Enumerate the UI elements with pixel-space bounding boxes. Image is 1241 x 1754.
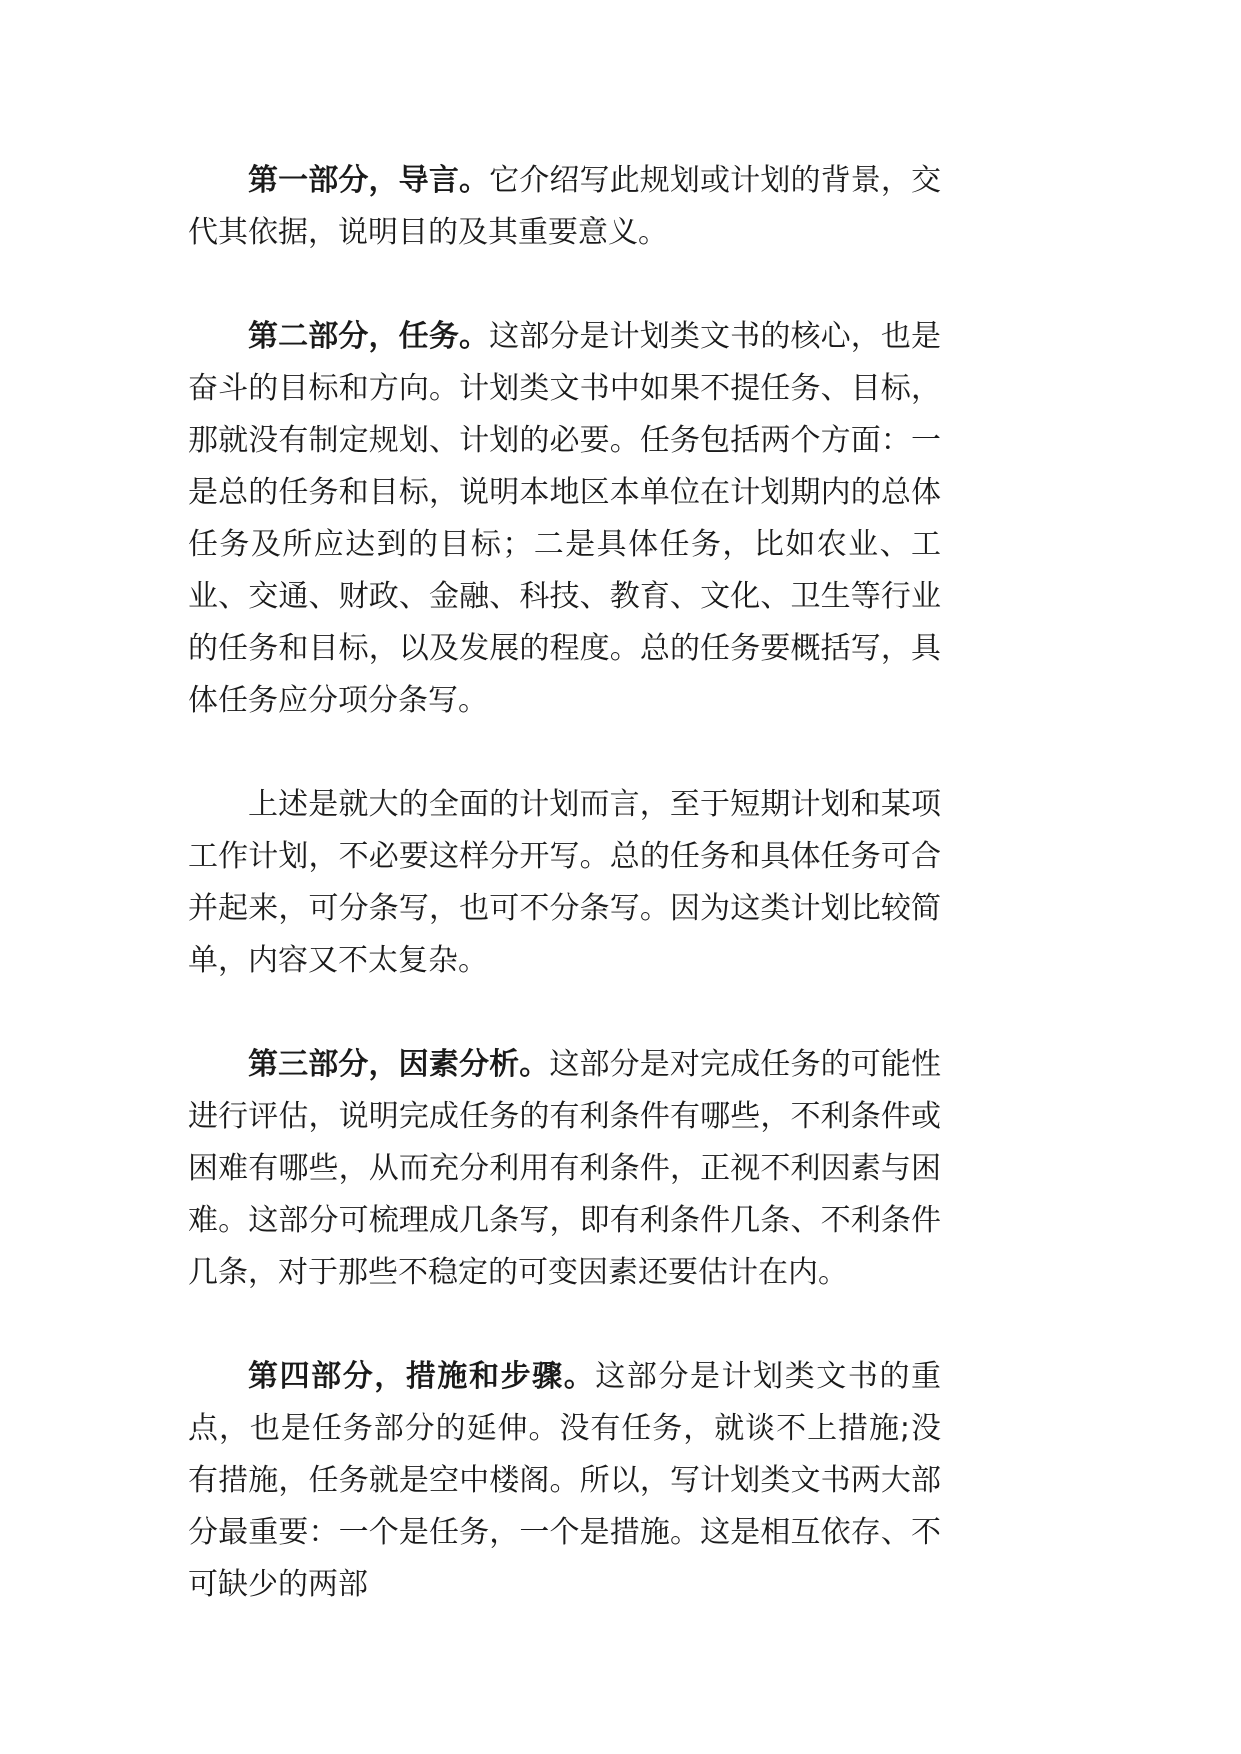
- paragraph-heading: 第二部分，任务。: [248, 319, 490, 354]
- paragraph-factor-analysis: [188, 1039, 941, 1299]
- paragraph-body: 这部分是计划类文书的重点，也是任务部分的延伸。没有任务，就谈不上措施;没有措施，任务就是空中楼阁。所以，写计划类文书两大部分最重要：一个是任务，一个是措施。这是相互依存、不可缺少的两部: [188, 1359, 942, 1602]
- paragraph-body: 这部分是计划类文书的核心，也是奋斗的目标和方向。计划类文书中如果不提任务、目标，那就没有制定规划、计划的必要。任务包括两个方面：一是总的任务和目标，说明本地区本单位在计划期内的总体任务及所应达到的目标；二是具体任务，比如农业、工业、交通、财政、金融、科技、教育、文化、卫生等行业的任务和目标，以及发展的程度。总的任务要概括写，具体任务应分项分条写。: [188, 319, 942, 718]
- paragraph-measures-steps: [188, 1351, 941, 1611]
- paragraph-body: 这部分是对完成任务的可能性进行评估，说明完成任务的有利条件有哪些，不利条件或困难有哪些，从而充分利用有利条件，正视不利因素与困难。这部分可梳理成几条写，即有利条件几条、不利条件几条，对于那些不稳定的可变因素还要估计在内。: [188, 1047, 942, 1290]
- paragraph-note: [188, 779, 941, 987]
- paragraph-heading: 第一部分，导言。: [248, 163, 490, 198]
- paragraph-introduction: [188, 155, 941, 259]
- paragraph-tasks: [188, 311, 941, 727]
- paragraph-body: 它介绍写此规划或计划的背景，交代其依据，说明目的及其重要意义。: [188, 163, 942, 250]
- paragraph-heading: 第四部分，措施和步骤。: [248, 1359, 596, 1394]
- paragraph-heading: 第三部分，因素分析。: [248, 1047, 550, 1082]
- paragraph-body: 上述是就大的全面的计划而言，至于短期计划和某项工作计划，不必要这样分开写。总的任务和具体任务可合并起来，可分条写，也可不分条写。因为这类计划比较简单，内容又不太复杂。: [188, 787, 941, 978]
